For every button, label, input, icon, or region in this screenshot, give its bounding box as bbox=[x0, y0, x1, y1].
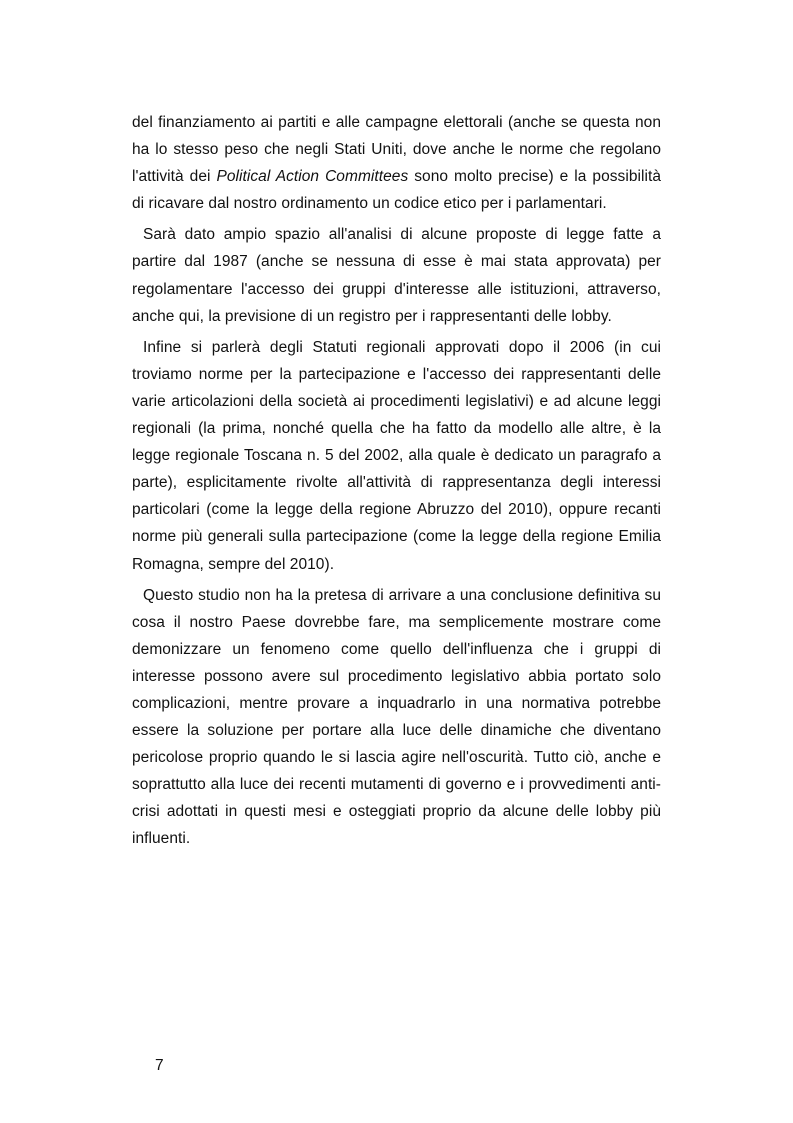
paragraph-1-italic-term: Political Action Committees bbox=[216, 168, 409, 186]
paragraph-1-text-a: del finanziamento ai partiti e alle campagne elettorali (anche se questa non ha lo stesso peso che negli Stati Uniti, dove anche le norme che regolano l'attività dei bbox=[132, 114, 661, 186]
paragraph-1 bbox=[132, 109, 661, 217]
paragraph-2 bbox=[132, 221, 661, 329]
document-page bbox=[132, 109, 661, 857]
paragraph-1-text-b: sono molto precise) e la possibilità di ricavare dal nostro ordinamento un codice etico per i parlamentari. bbox=[132, 168, 662, 213]
paragraph-3-text: Infine si parlerà degli Statuti regionali approvati dopo il 2006 (in cui troviamo norme per la partecipazione e l'accesso dei rappresentanti delle varie articolazioni della società ai procedimenti legislativi) e ad alcune leggi regionali (la prima, nonché quella che ha fatto da modello alle altre, è la legge regionale Toscana n. 5 del 2002, alla quale è dedicato un paragrafo a parte), esplicitamente rivolte all'attività di rappresentanza degli interessi particolari (come la legge della regione Abruzzo del 2010), oppure recanti norme più generali sulla partecipazione (come la legge della regione Emilia Romagna, sempre del 2010). bbox=[132, 338, 661, 573]
page-number: 7 bbox=[155, 1057, 164, 1074]
paragraph-4-text: Questo studio non ha la pretesa di arrivare a una conclusione definitiva su cosa il nostro Paese dovrebbe fare, ma semplicemente mostrare come demonizzare un fenomeno come quello dell'influenza che i gruppi di interesse possono avere sul procedimento legislativo abbia portato solo complicazioni, mentre provare a inquadrarlo in una normativa potrebbe essere la soluzione per portare alla luce delle dinamiche che diventano pericolose proprio quando le si lascia agire nell'oscurità. Tutto ciò, anche e soprattutto alla luce dei recenti mutamenti di governo e i provvedimenti anti-crisi adottati in questi mesi e osteggiati proprio da alcune delle lobby più influenti. bbox=[132, 586, 661, 848]
paragraph-4 bbox=[132, 582, 661, 853]
paragraph-3 bbox=[132, 334, 661, 578]
paragraph-2-text: Sarà dato ampio spazio all'analisi di alcune proposte di legge fatte a partire dal 1987 (anche se nessuna di esse è mai stata approvata) per regolamentare l'accesso dei gruppi d'interesse alle istituzioni, attraverso, anche qui, la previsione di un registro per i rappresentanti delle lobby. bbox=[132, 226, 661, 325]
